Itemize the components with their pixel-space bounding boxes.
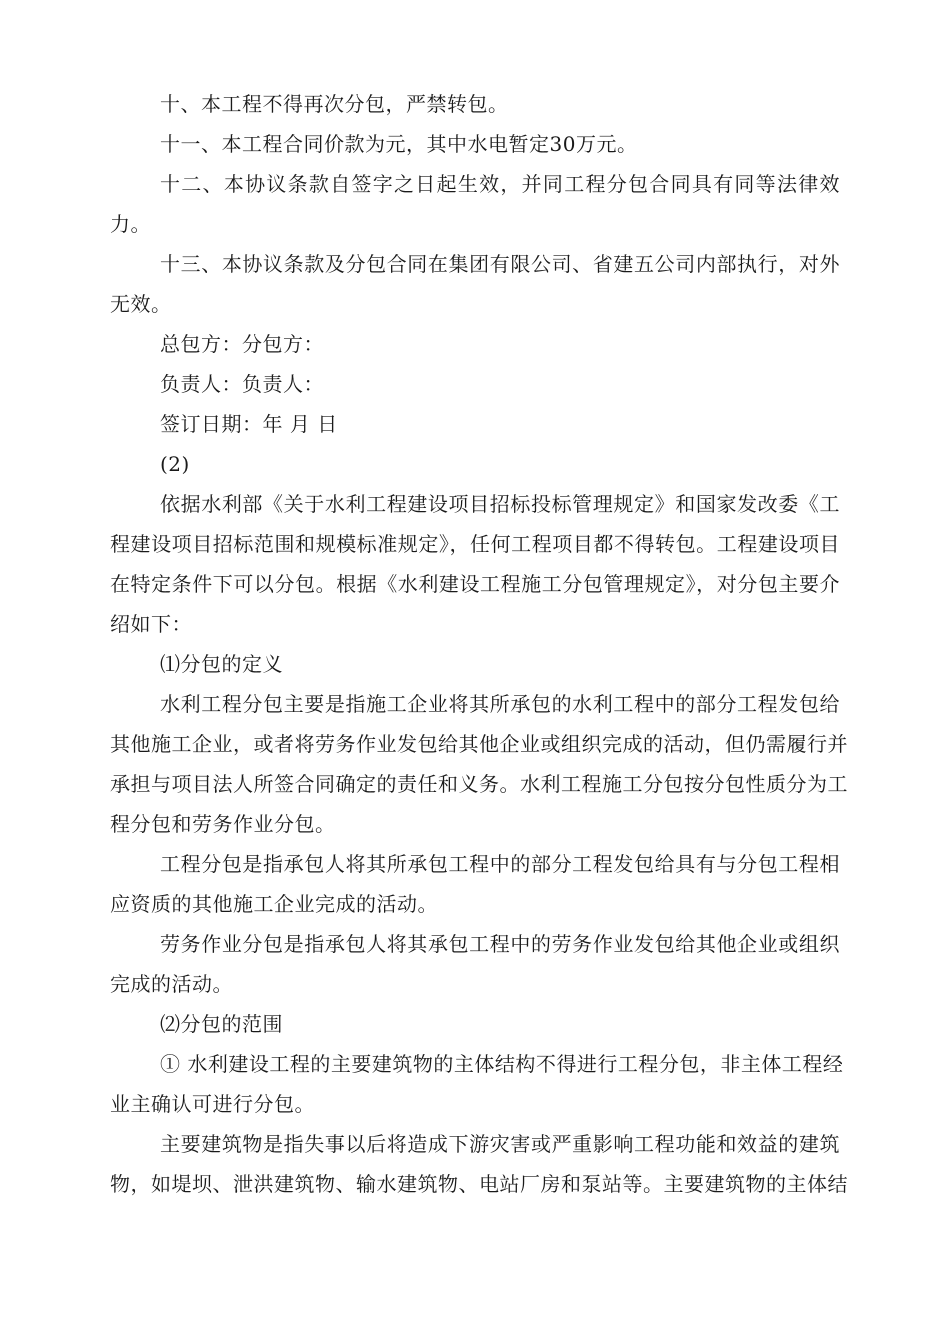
intro-line-2: 程建设项目招标范围和规模标准规定》，任何工程项目都不得转包。工程建设项目 [110, 532, 840, 556]
clause-12-line-1: 十二、本协议条款自签字之日起生效，并同工程分包合同具有同等法律效 [160, 172, 840, 196]
definition-line-2: 其他施工企业，或者将劳务作业发包给其他企业或组织完成的活动，但仍需履行并 [110, 732, 848, 756]
main-building-line-2: 物，如堤坝、泄洪建筑物、输水建筑物、电站厂房和泵站等。主要建筑物的主体结 [110, 1172, 848, 1196]
clause-11: 十一、本工程合同价款为元，其中水电暂定30万元。 [160, 132, 638, 156]
labor-subcontract-line-2: 完成的活动。 [110, 972, 233, 996]
signature-responsible: 负责人：负责人： [160, 372, 324, 396]
engineering-subcontract-line-1: 工程分包是指承包人将其所承包工程中的部分工程发包给具有与分包工程相 [160, 852, 840, 876]
scope-item-1-line-1: ① 水利建设工程的主要建筑物的主体结构不得进行工程分包，非主体工程经 [160, 1052, 844, 1076]
subheading-definition: ⑴分包的定义 [160, 652, 283, 676]
main-building-line-1: 主要建筑物是指失事以后将造成下游灾害或严重影响工程功能和效益的建筑 [160, 1132, 840, 1156]
engineering-subcontract-line-2: 应资质的其他施工企业完成的活动。 [110, 892, 438, 916]
signature-date: 签订日期：年 月 日 [160, 412, 338, 436]
clause-12-line-2: 力。 [110, 212, 151, 236]
subheading-scope: ⑵分包的范围 [160, 1012, 283, 1036]
definition-line-1: 水利工程分包主要是指施工企业将其所承包的水利工程中的部分工程发包给 [160, 692, 840, 716]
clause-10: 十、本工程不得再次分包，严禁转包。 [160, 92, 509, 116]
intro-line-3: 在特定条件下可以分包。根据《水利建设工程施工分包管理规定》，对分包主要介 [110, 572, 840, 596]
clause-13-line-1: 十三、本协议条款及分包合同在集团有限公司、省建五公司内部执行，对外 [160, 252, 840, 276]
intro-line-4: 绍如下： [110, 612, 192, 636]
definition-line-3: 承担与项目法人所签合同确定的责任和义务。水利工程施工分包按分包性质分为工 [110, 772, 848, 796]
signature-parties: 总包方：分包方： [160, 332, 324, 356]
definition-line-4: 程分包和劳务作业分包。 [110, 812, 336, 836]
scope-item-1-line-2: 业主确认可进行分包。 [110, 1092, 315, 1116]
section-number: (2) [160, 452, 190, 476]
intro-line-1: 依据水利部《关于水利工程建设项目招标投标管理规定》和国家发改委《工 [160, 492, 840, 516]
clause-13-line-2: 无效。 [110, 292, 172, 316]
labor-subcontract-line-1: 劳务作业分包是指承包人将其承包工程中的劳务作业发包给其他企业或组织 [160, 932, 840, 956]
